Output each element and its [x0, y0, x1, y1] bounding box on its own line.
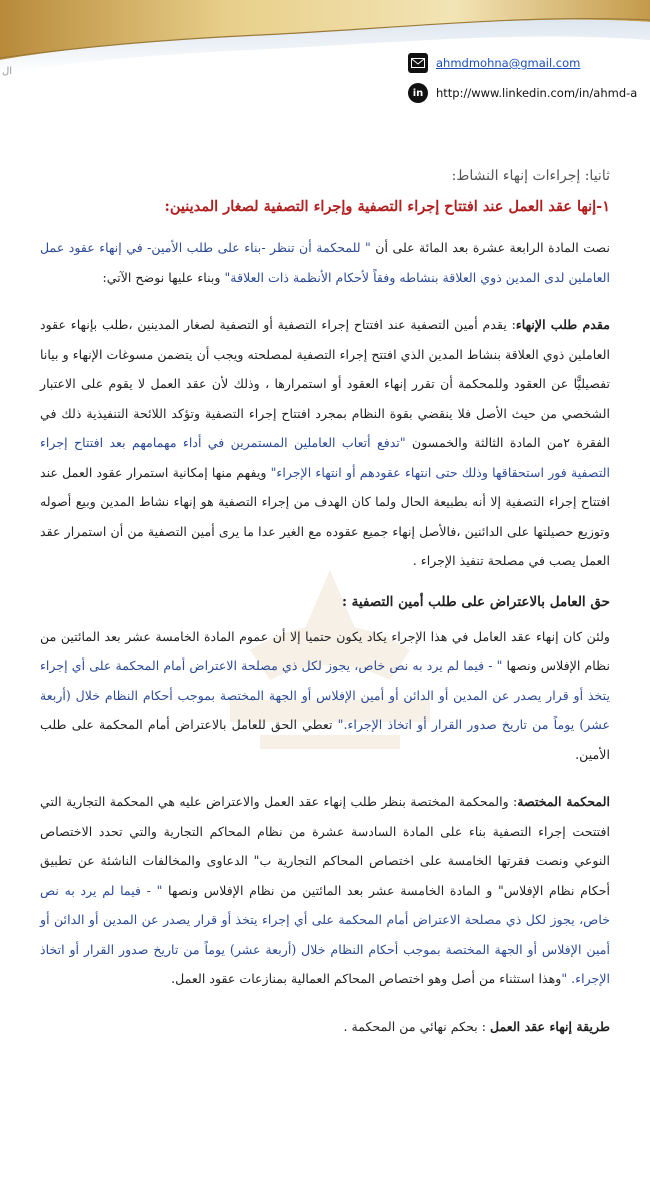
article-body [40, 150, 610, 1041]
email-contact[interactable] [408, 52, 580, 74]
applicant-paragraph [40, 310, 610, 576]
intro-text: نصت المادة الرابعة عشرة بعد المائة على أن [375, 240, 610, 255]
linkedin-link[interactable]: http://www.linkedin.com/in/ahmd-a [436, 86, 638, 100]
applicant-text-end: ويفهم منها إمكانية استمرار عقود العمل عند افتتاح إجراء التصفية إلا أنه بطبيعة الحال ولما كان الهدف من إجراء التصفية هو إنهاء نشاط المدين وبيع أصوله وتوزيع حصيلتها على الدائنين ،فالأصل إنهاء جميع عقوده مع الغير عدا ما يرى أمين التصفية من أن استمرار عقد العمل يصب في مصلحة تنفيذ الإجراء . [40, 464, 610, 568]
method-paragraph [40, 1012, 610, 1042]
banner-left-fragment: ال [2, 66, 13, 77]
intro-quote: " للمحكمة أن تنظر -بناء على طلب الأمين- في إنهاء عقود عمل العاملين لدى المدين ذوي العلاقة بنشاطه وفقاً لأحكام الأنظمة ذات العلاقة" [40, 240, 610, 285]
linkedin-icon: in [408, 83, 428, 103]
objection-heading: حق العامل بالاعتراض على طلب أمين التصفية : [341, 593, 610, 610]
court-text: : والمحكمة المختصة بنظر طلب إنهاء عقد العمل والاعتراض عليه هي المحكمة التجارية التي افتتحت إجراء التصفية بناء على المادة السادسة عشرة من نظام المحاكم التجارية والتي تحدد الاختصاص النوعي ونصت فقرتها الخامسة على اختصاص المحاكم التجارية ب" الدعاوى والمخالفات الناشئة عن تطبيق أحكام نظام الإفلاس" و المادة الخامسة عشر بعد المائتين من نظام الإفلاس ونصها [40, 794, 610, 898]
objection-text-end: تعطي الحق للعامل بالاعتراض أمام المحكمة على طلب الأمين. [40, 717, 610, 762]
court-quote: " - فيما لم يرد به نص خاص، يجوز لكل ذي مصلحة الاعتراض أمام المحكمة على أي إجراء يتخذ أو قرار يصدر عن المدين أو الدائن أو أمين الإفلاس أو الجهة المختصة بموجب أحكام النظام خلال (أربعة عشر) يوماً من تاريخ صدور القرار أو اتخاذ الإجراء. " [40, 882, 610, 986]
objection-quote: " - فيما لم يرد به نص خاص، يجوز لكل ذي مصلحة الاعتراض أمام المحكمة على أي إجراء يتخذ أو قرار يصدر عن المدين أو الدائن أو أمين الإفلاس أو الجهة المختصة بموجب أحكام النظام خلال (أربعة عشر) يوماً من تاريخ صدور القرار أو اتخاذ الإجراء." [40, 658, 610, 732]
intro-text-end: وبناء عليها نوضح الآتي: [102, 269, 221, 285]
method-label: طريقة إنهاء عقد العمل [489, 1018, 610, 1034]
objection-text: ولئن كان إنهاء عقد العامل في هذا الإجراء يكاد يكون حتميا إلا أن عموم المادة الخامسة عشر بعد المائتين من نظام الإفلاس ونصها [40, 628, 610, 673]
main-heading: ١-إنها عقد العمل عند افتتاح إجراء التصفية وإجراء التصفية لصغار المدينين: [164, 198, 610, 215]
court-text-end: وهذا استثناء من أصل وهو اختصاص المحاكم العمالية بمنازعات عقود العمل. [171, 971, 562, 986]
email-link[interactable]: ahmdmohna@gmail.com [436, 56, 581, 70]
court-label: المحكمة المختصة [517, 794, 610, 809]
linkedin-contact[interactable] [408, 82, 637, 104]
applicant-quote: "تدفع أتعاب العاملين المستمرين في أداء مهمامهم بعد افتتاح إجراء التصفية فور استحقاقها وذلك حتى انتهاء عقودهم أو انتهاء الإجراء" [40, 435, 610, 480]
section-title: ثانيا: إجراءات إنهاء النشاط: [451, 168, 610, 184]
intro-paragraph [40, 233, 610, 292]
court-paragraph [40, 787, 610, 994]
header-banner [0, 0, 650, 110]
email-icon [408, 53, 428, 73]
applicant-text: : يقدم أمين التصفية عند افتتاح إجراء التصفية أو التصفية لصغار المدينين ،طلب بإنهاء عقود العاملين ذوي العلاقة بنشاط المدين الذي افتتح إجراء التصفية لمصلحته ويجب أن يتضمن مسوغات الإنهاء و بيانا تفصيليًّا عن العقود وللمحكمة أن تقرر إنهاء العقود أو استمرارها ، وذلك لأن عقد العمل لا يقوم على الاعتبار الشخصي من حيث الأصل فلا ينقضي بقوة النظام بمجرد افتتاح إجراء التصفية وتؤكد اللائحة التنفيذية ذلك في الفقرة ٢من المادة الثالثة والخمسون [40, 317, 610, 450]
method-text: : بحكم نهائي من المحكمة . [343, 1018, 490, 1034]
objection-paragraph [40, 622, 610, 770]
applicant-label: مقدم طلب الإنهاء [515, 317, 610, 332]
